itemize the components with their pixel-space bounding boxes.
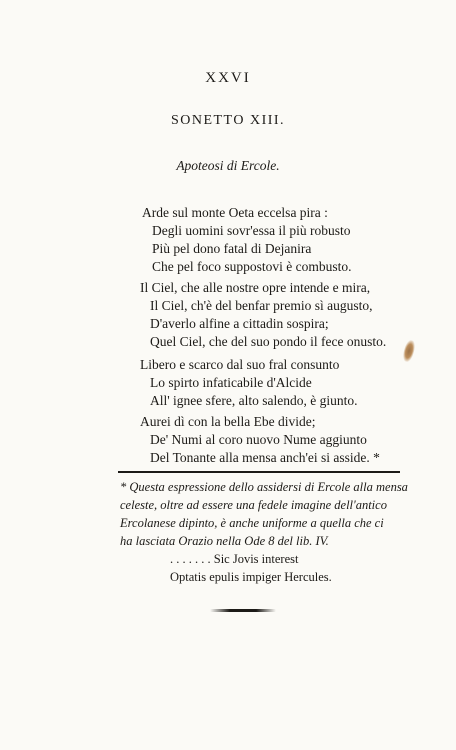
latin-quote-line: . . . . . . . Sic Jovis interest — [170, 552, 299, 566]
poem-line: Libero e scarco dal suo fral consunto — [140, 357, 340, 372]
footnote-line: Ercolanese dipinto, è anche uniforme a quella che ci — [120, 516, 384, 530]
poem-line: Più pel dono fatal di Dejanira — [152, 241, 312, 256]
poem-line: Del Tonante alla mensa anch'ei si asside. * — [150, 450, 380, 465]
latin-quote-line: Optatis epulis impiger Hercules. — [170, 570, 332, 584]
poem-line: Lo spirto infaticabile d'Alcide — [150, 375, 312, 390]
poem-line: Il Ciel, che alle nostre opre intende e mira, — [140, 280, 371, 295]
poem-line: Degli uomini sovr'essa il più robusto — [152, 223, 351, 238]
footnote-divider — [118, 471, 400, 473]
footnote-line: * Questa espressione dello assidersi di Ercole alla mensa — [120, 480, 408, 494]
poem-line: D'averlo alfine a cittadin sospira; — [150, 316, 329, 331]
poem-line: Quel Ciel, che del suo pondo il fece onusto. — [150, 334, 387, 349]
poem-line: Che pel foco suppostovi è combusto. — [152, 259, 352, 274]
sonnet-subtitle: Apoteosi di Ercole. — [176, 158, 280, 173]
poem-line: Il Ciel, ch'è del benfar premio sì augusto, — [150, 298, 373, 313]
end-ornament-rule — [210, 609, 276, 612]
footnote-line: ha lasciata Orazio nella Ode 8 del lib. IV. — [120, 534, 329, 548]
paper-stain — [401, 339, 416, 363]
poem-line: Arde sul monte Oeta eccelsa pira : — [142, 205, 328, 220]
footnote-line: celeste, oltre ad essere una fedele imagine dell'antico — [120, 498, 387, 512]
poem-line: De' Numi al coro nuovo Nume aggiunto — [150, 432, 367, 447]
page-number: XXVI — [205, 70, 251, 86]
sonnet-title: SONETTO XIII. — [170, 113, 286, 128]
poem-line: Aurei dì con la bella Ebe divide; — [140, 414, 316, 429]
poem-line: All' ignee sfere, alto salendo, è giunto. — [150, 393, 358, 408]
